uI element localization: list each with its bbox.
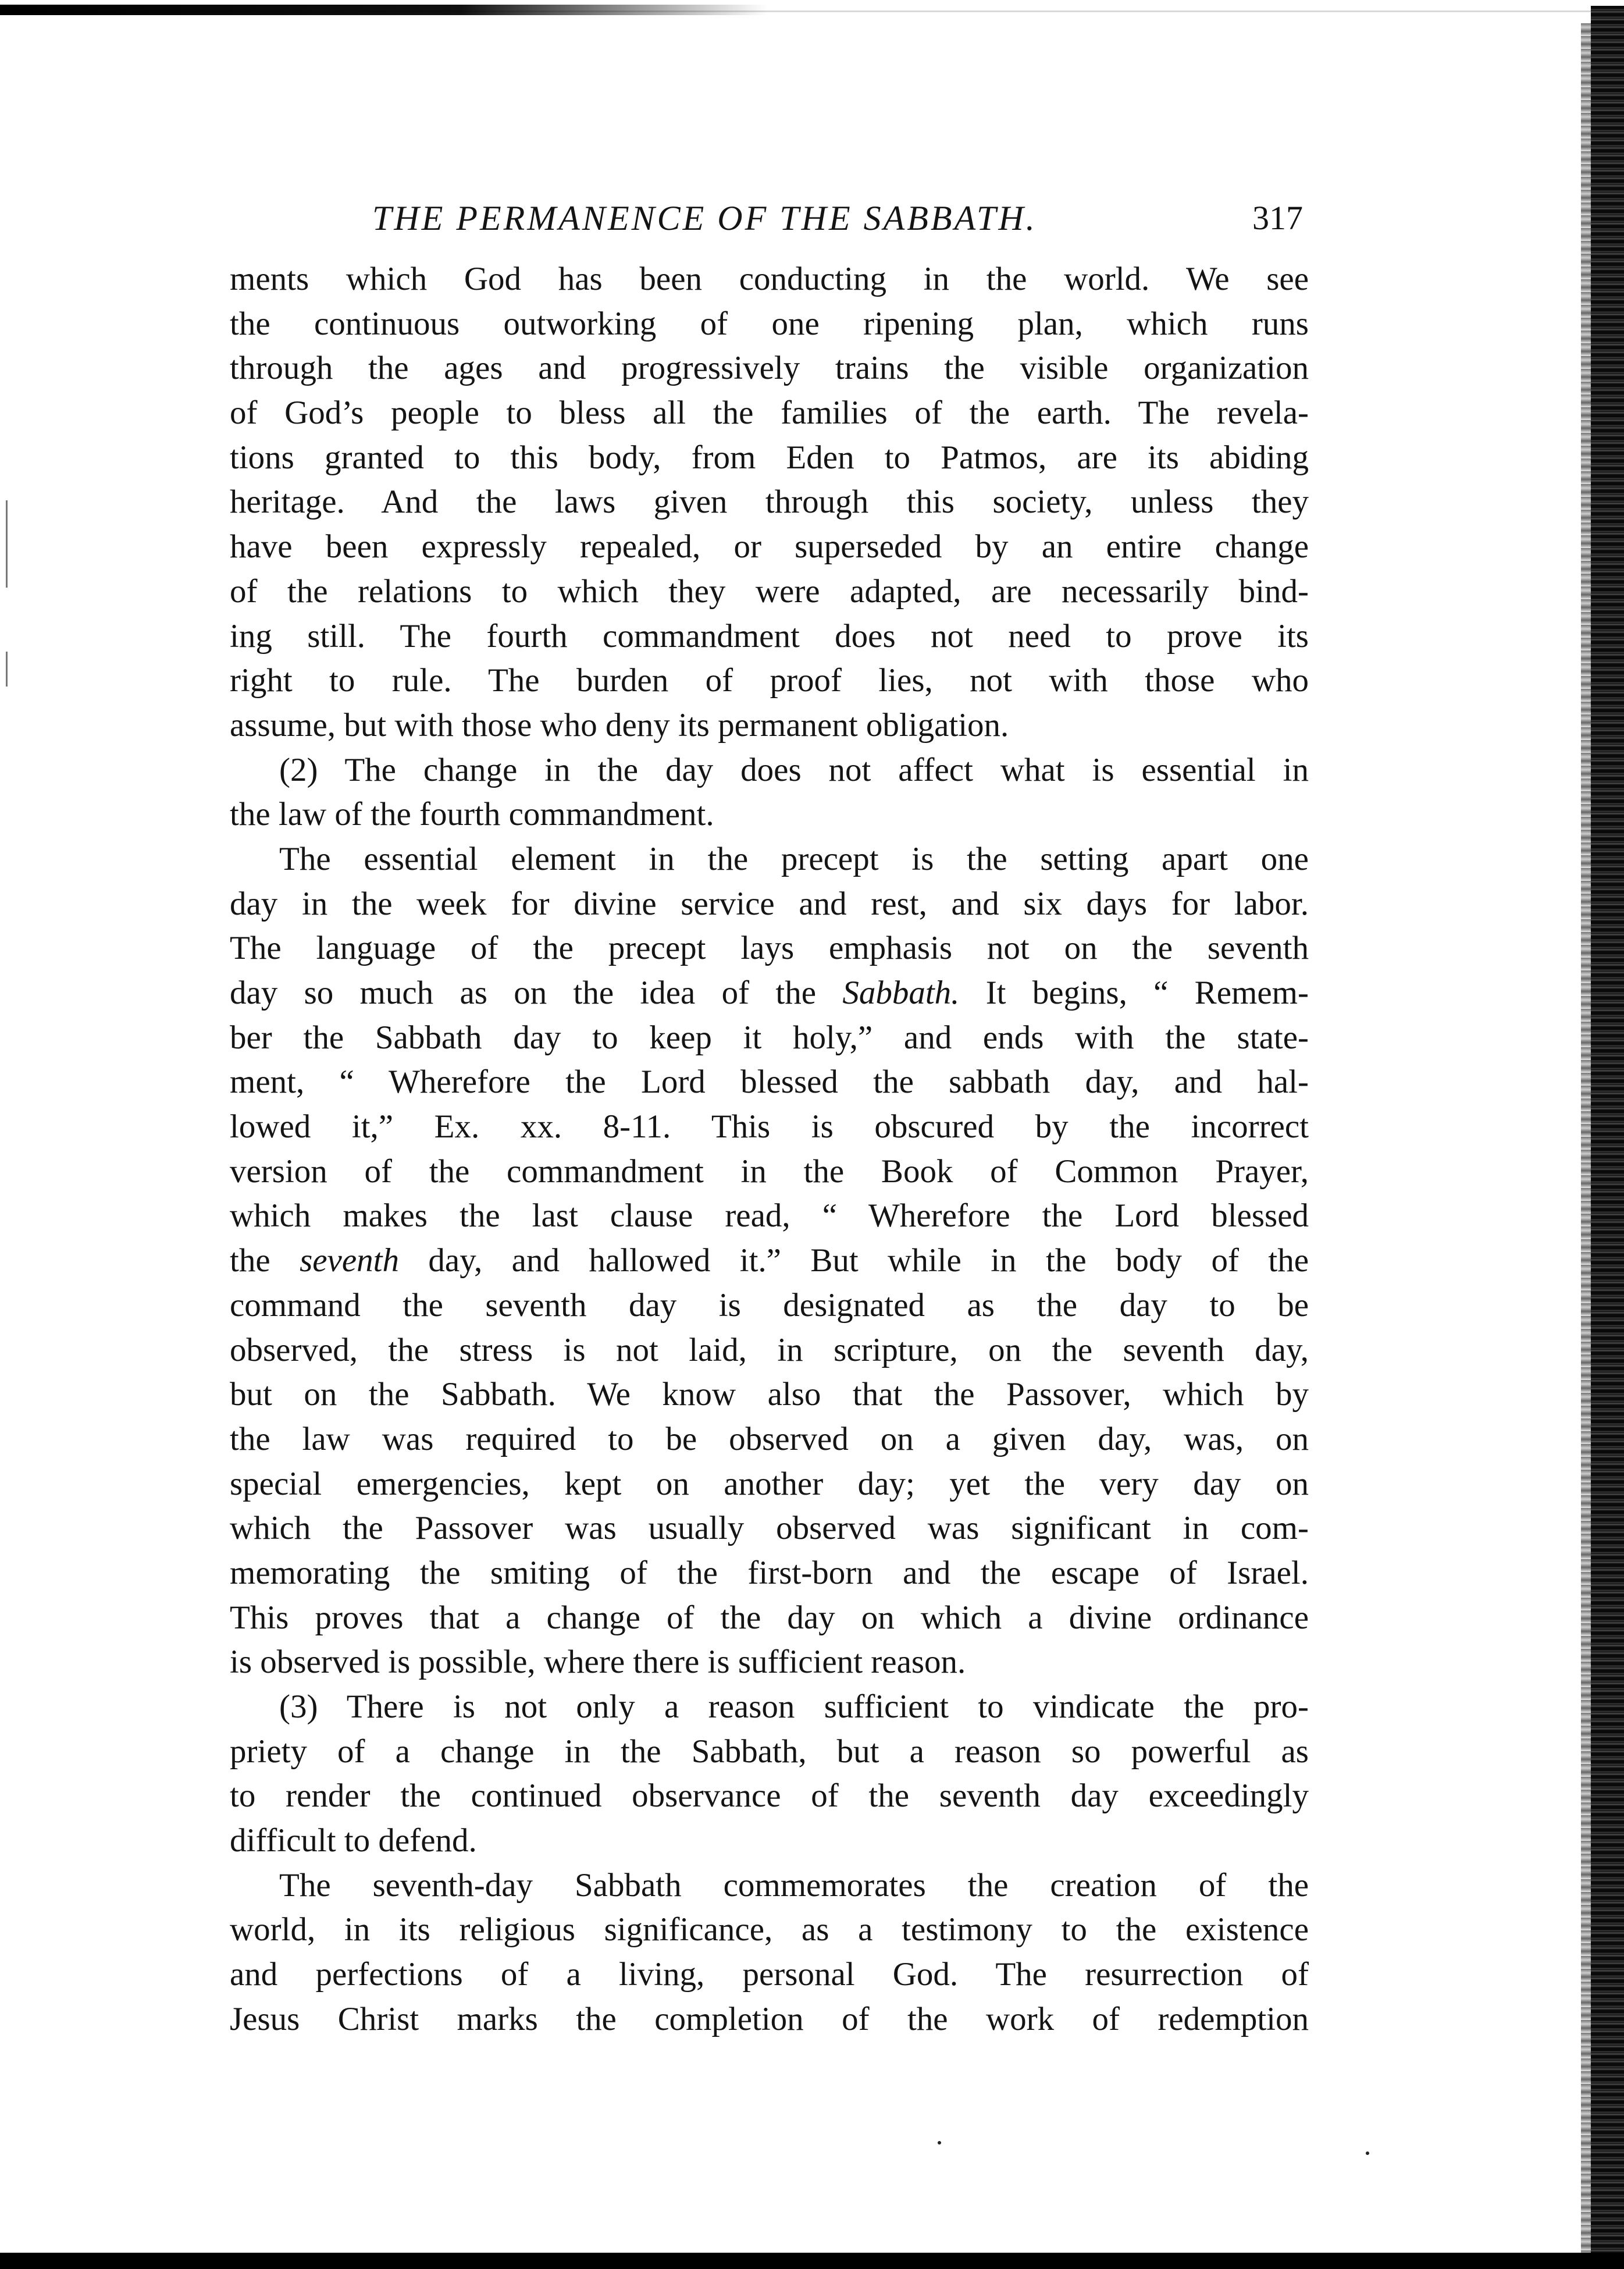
italic-term: seventh (300, 1242, 399, 1279)
text-line: assume, but with those who deny its permanent obligation. (230, 706, 1009, 744)
text-run: It begins, “ Remem- (985, 975, 1309, 1011)
text-line (230, 1239, 1309, 1283)
text-line: difficult to defend. (230, 1822, 477, 1859)
text-line (230, 971, 1309, 1016)
text-line: The essential element in the precept is the setting apart one (279, 840, 1309, 877)
paragraph-1 (230, 257, 1309, 748)
scan-dot (1366, 2151, 1369, 2155)
text-line: have been expressly repealed, or superseded by an entire change (230, 528, 1309, 566)
text-line: Jesus Christ marks the completion of the work of redemption (230, 2000, 1309, 2037)
paragraph-2 (230, 748, 1309, 837)
scan-edge-top (0, 5, 768, 15)
text-line: the continuous outworking of one ripening plan, which runs (230, 305, 1309, 342)
text-run: day so much as on the idea of the (230, 975, 817, 1011)
paragraph-5 (230, 1863, 1309, 2042)
text-line: of the relations to which they were adapted, are necessarily bind- (230, 572, 1309, 610)
text-line: tions granted to this body, from Eden to Patmos, are its abiding (230, 439, 1309, 476)
text-line: and perfections of a living, personal God. The resurrection of (230, 1956, 1309, 1993)
text-line: ment, “ Wherefore the Lord blessed the sabbath day, and hal- (230, 1064, 1309, 1101)
text-line: ments which God has been conducting in the world. We see (230, 261, 1309, 297)
page-number: 317 (1252, 199, 1303, 237)
text-line: This proves that a change of the day on which a divine ordinance (230, 1599, 1309, 1636)
text-line: but on the Sabbath. We know also that the Passover, which by (230, 1376, 1309, 1413)
text-line: which makes the last clause read, “ Wherefore the Lord blessed (230, 1197, 1309, 1235)
running-head-title: THE PERMANENCE OF THE SABBATH. (372, 199, 1037, 237)
text-line: day in the week for divine service and rest, and six days for labor. (230, 885, 1309, 922)
text-line: through the ages and progressively trains the visible organization (230, 350, 1309, 387)
text-line: ber the Sabbath day to keep it holy,” and ends with the state- (230, 1019, 1309, 1056)
running-head (230, 192, 1309, 244)
text-line: the law was required to be observed on a given day, was, on (230, 1420, 1309, 1457)
scan-speck-left (6, 652, 8, 687)
paragraph-4 (230, 1685, 1309, 1863)
text-line: special emergencies, kept on another day; yet the very day on (230, 1465, 1309, 1502)
text-line: right to rule. The burden of proof lies, not with those who (230, 662, 1309, 699)
text-line: memorating the smiting of the first-born and the escape of Israel. (230, 1554, 1309, 1591)
scan-speck-left (6, 500, 8, 588)
text-line: world, in its religious significance, as a testimony to the existence (230, 1911, 1309, 1948)
text-line: (3) There is not only a reason sufficient to vindicate the pro- (279, 1688, 1309, 1725)
text-line: the law of the fourth commandment. (230, 796, 714, 833)
scan-edge-bottom (0, 2253, 1624, 2269)
text-run: day, and hallowed it.” But while in the body of the (428, 1242, 1309, 1279)
text-line: version of the commandment in the Book of Common Prayer, (230, 1153, 1309, 1190)
paragraph-3 (230, 837, 1309, 1685)
text-line: lowed it,” Ex. xx. 8-11. This is obscured by the incorrect (230, 1108, 1309, 1146)
page-text (230, 192, 1309, 2042)
text-line: (2) The change in the day does not affect what is essential in (279, 751, 1309, 788)
text-line: The seventh-day Sabbath commemorates the creation of the (279, 1866, 1309, 1904)
text-line: which the Passover was usually observed was significant in com- (230, 1510, 1309, 1547)
text-line: of God’s people to bless all the families of the earth. The revela- (230, 394, 1309, 432)
text-line: observed, the stress is not laid, in scripture, on the seventh day, (230, 1331, 1309, 1368)
text-line: The language of the precept lays emphasis not on the seventh (230, 930, 1309, 967)
text-line: command the seventh day is designated as the day to be (230, 1286, 1309, 1324)
scan-dot (938, 2141, 941, 2144)
text-line: to render the continued observance of the seventh day exceedingly (230, 1777, 1309, 1815)
text-run: the (230, 1242, 270, 1279)
text-line: priety of a change in the Sabbath, but a reason so powerful as (230, 1733, 1309, 1770)
scan-edge-right (1591, 6, 1624, 2269)
text-line: ing still. The fourth commandment does not need to prove its (230, 617, 1309, 655)
scan-edge-right-shadow (1581, 23, 1591, 2257)
text-line: is observed is possible, where there is sufficient reason. (230, 1644, 966, 1681)
italic-term: Sabbath. (842, 975, 960, 1011)
scan-shadow-top (0, 10, 1624, 12)
text-line: heritage. And the laws given through this society, unless they (230, 483, 1309, 521)
